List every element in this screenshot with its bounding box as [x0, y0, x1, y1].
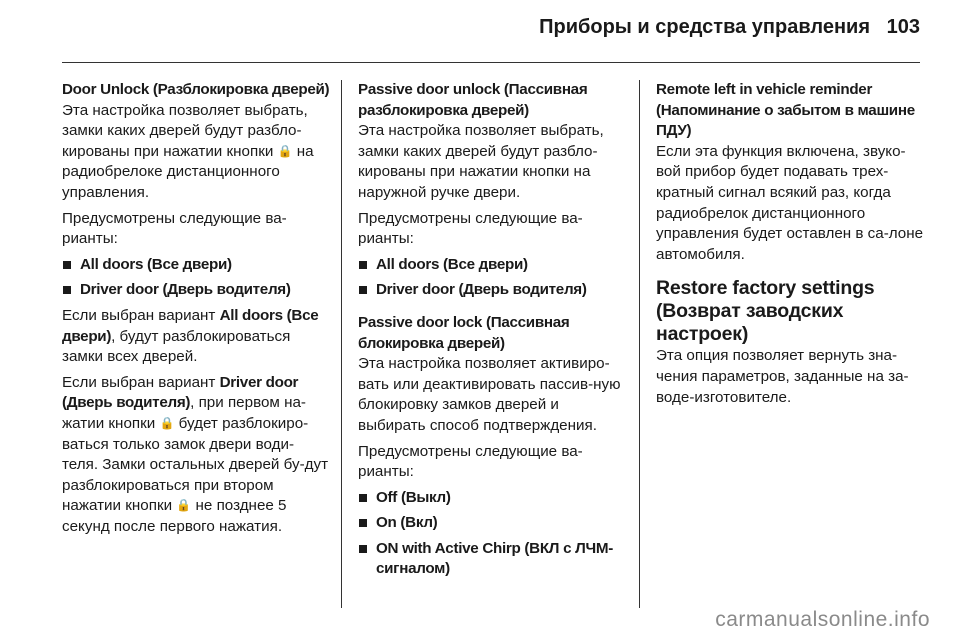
- options-intro: Предусмотрены следующие ва-рианты:: [62, 209, 287, 248]
- list-item: All doors (Все двери): [62, 255, 330, 276]
- paragraph-door-unlock-desc: Эта настройка позволяет выбрать, замки каких дверей будут разбло-кированы при нажатии кнопки 🔒 на радиобрелоке дистанционного управления.: [62, 101, 314, 201]
- list-item: On (Вкл): [358, 513, 628, 534]
- lock-icon: 🔒: [176, 498, 192, 513]
- section-heading-restore-factory: Restore factory settings (Возврат заводских настроек): [656, 277, 875, 346]
- list-item: Off (Выкл): [358, 488, 628, 509]
- column-divider: [639, 80, 640, 608]
- page-title: Приборы и средства управления: [539, 16, 870, 38]
- section-heading-remote-reminder: Remote left in vehicle reminder (Напоминание о забытом в машине ПДУ): [656, 81, 915, 140]
- options-list: [358, 488, 628, 580]
- options-intro: Предусмотрены следующие ва-рианты:: [358, 442, 583, 481]
- lock-icon: 🔒: [277, 143, 293, 158]
- column-3: [656, 80, 926, 413]
- column-divider: [341, 80, 342, 608]
- paragraph-remote-reminder-desc: Если эта функция включена, звуко-вой прибор будет подавать трех-кратный сигнал всякий раз, когда радиобрелок дистанционного управления будет оставлен в са-лоне автомобиля.: [656, 142, 924, 263]
- column-1: [62, 80, 330, 542]
- section-heading-passive-lock: Passive door lock (Пассивная блокировка дверей): [358, 313, 570, 352]
- page-number: 103: [886, 16, 920, 38]
- paragraph-restore-factory-desc: Эта опция позволяет вернуть зна-чения параметров, заданные на за-воде-изготовителе.: [656, 347, 909, 406]
- lock-icon: 🔒: [159, 415, 175, 430]
- list-item: ON with Active Chirp (ВКЛ с ЛЧМ-сигналом): [358, 539, 628, 580]
- list-item: Driver door (Дверь водителя): [62, 280, 330, 301]
- column-2: [358, 80, 628, 585]
- paragraph-passive-unlock-desc: Эта настройка позволяет выбрать, замки каких дверей будут разбло-кированы при нажатии кнопки на наружной ручке двери.: [358, 122, 604, 201]
- paragraph-all-doors: Если выбран вариант All doors (Все двери), будут разблокироваться замки всех дверей.: [62, 306, 319, 366]
- page-header: [0, 0, 960, 62]
- options-list: [62, 255, 330, 301]
- paragraph-driver-door: Если выбран вариант Driver door (Дверь водителя), при первом на-жатии кнопки 🔒 будет разблокиро-ваться только замок двери води-теля. Замки остальных дверей бу-дут разблокироваться при втором нажатии кнопки 🔒 не позднее 5 секунд после первого нажатия.: [62, 373, 329, 535]
- options-intro: Предусмотрены следующие ва-рианты:: [358, 209, 583, 248]
- section-heading-passive-unlock: Passive door unlock (Пассивная разблокировка дверей): [358, 81, 588, 119]
- section-heading-door-unlock: Door Unlock (Разблокировка дверей): [62, 81, 330, 98]
- list-item: Driver door (Дверь водителя): [358, 280, 628, 301]
- list-item: All doors (Все двери): [358, 255, 628, 276]
- watermark: carmanualsonline.info: [715, 608, 930, 631]
- header-divider: [62, 62, 920, 63]
- paragraph-passive-lock-desc: Эта настройка позволяет активиро-вать или деактивировать пассив-ную блокировку замков дверей и выбирать способ подтверждения.: [358, 355, 621, 434]
- options-list: [358, 255, 628, 301]
